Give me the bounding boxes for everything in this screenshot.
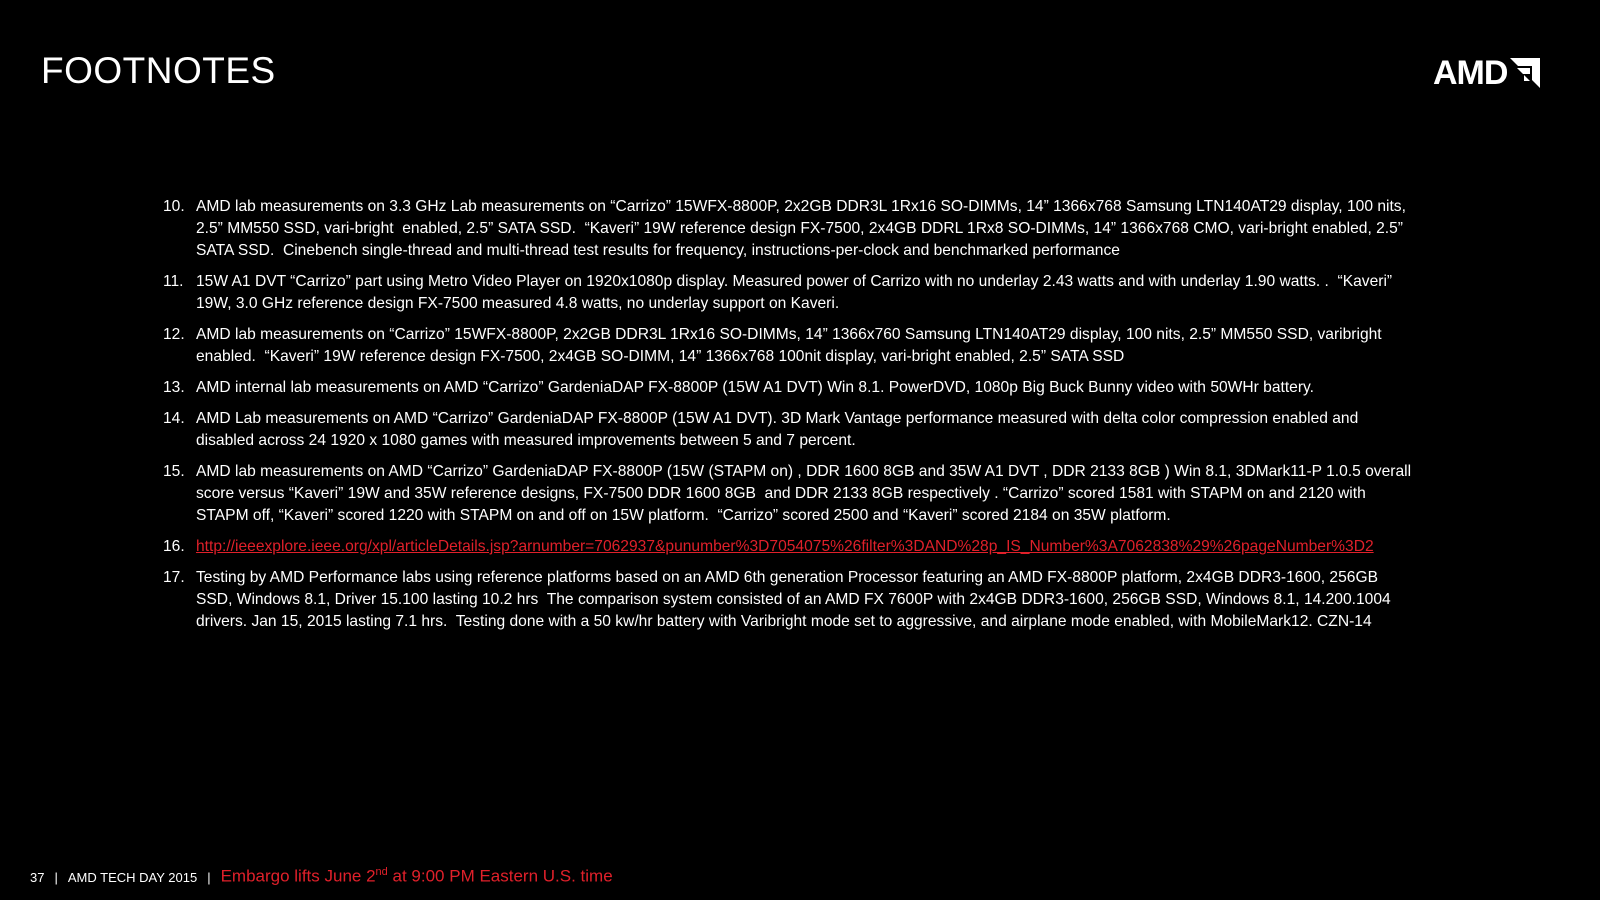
footnote-text: AMD lab measurements on AMD “Carrizo” GardeniaDAP FX-8800P (15W (STAPM on) , DDR 1600 8GB and 35W A1 DVT , DDR 2133 8GB ) Win 8.1, 3DMark11-P 1.0.5 overall score versus “Kaveri” 19W and 35W reference designs, FX-7500 DDR 1600 8GB and DDR 2133 8GB respectively . “Carrizo” scored 1581 with STAPM on and 2120 with STAPM off, “Kaveri” scored 1220 with STAPM on and off on 15W platform. “Carrizo” scored 2500 and “Kaveri” scored 2184 on 35W platform. <box>196 463 1416 524</box>
footnote-number: 13. <box>163 379 185 396</box>
footer-separator: | <box>207 869 211 885</box>
amd-arrow-icon <box>1510 58 1540 88</box>
footnote-item <box>163 377 1413 399</box>
footnote-number: 16. <box>163 538 185 555</box>
footnote-text: AMD lab measurements on “Carrizo” 15WFX-8800P, 2x2GB DDR3L 1Rx16 SO-DIMMs, 14” 1366x760 Samsung LTN140AT29 display, 100 nits, 2.5” MM550 SSD, varibright enabled. “Kaveri” 19W reference design FX-7500, 2x4GB SO-DIMM, 14” 1366x768 100nit display, vari-bright enabled, 2.5” SATA SSD <box>196 326 1386 365</box>
footnotes-list <box>163 196 1416 642</box>
ieee-reference-link[interactable]: http://ieeexplore.ieee.org/xpl/articleDetails.jsp?arnumber=7062937&punumber%3D7054075%26filter%3DAND%28p_IS_Number%3A7062838%29%26pageNumber%3D2 <box>196 538 1374 555</box>
amd-logo <box>1433 56 1540 90</box>
footnote-item <box>163 408 1413 452</box>
footnote-item <box>163 536 1413 558</box>
event-name: AMD TECH DAY 2015 <box>67 869 198 885</box>
footnote-text: Testing by AMD Performance labs using reference platforms based on an AMD 6th generation Processor featuring an AMD FX-8800P platform, 2x4GB DDR3-1600, 256GB SSD, Windows 8.1, Driver 15.100 lasting 10.2 hrs The comparison system consisted of an AMD FX 7600P with 2x4GB DDR3-1600, 256GB SSD, Windows 8.1, 14.200.1004 drivers. Jan 15, 2015 lasting 7.1 hrs. Testing done with a 50 kw/hr battery with Varibright mode set to aggressive, and airplane mode enabled, with MobileMark12. CZN-14 <box>196 569 1396 630</box>
footnote-number: 10. <box>163 198 185 215</box>
footnote-text: 15W A1 DVT “Carrizo” part using Metro Video Player on 1920x1080p display. Measured power of Carrizo with no underlay 2.43 watts and with underlay 1.90 watts. . “Kaveri” 19W, 3.0 GHz reference design FX-7500 measured 4.8 watts, no underlay support on Kaveri. <box>196 273 1397 312</box>
footnote-number: 14. <box>163 410 185 427</box>
footnote-text: AMD lab measurements on 3.3 GHz Lab measurements on “Carrizo” 15WFX-8800P, 2x2GB DDR3L 1Rx16 SO-DIMMs, 14” 1366x768 Samsung LTN140AT29 display, 100 nits, 2.5” MM550 SSD, vari-bright enabled, 2.5” SATA SSD. “Kaveri” 19W reference design FX-7500, 2x4GB DDRL 1Rx8 SO-DIMMs, 14” 1366x768 CMO, vari-bright enabled, 2.5” SATA SSD. Cinebench single-thread and multi-thread test results for frequency, instructions-per-clock and benchmarked performance <box>196 198 1411 259</box>
footnote-number: 12. <box>163 326 185 343</box>
footnote-item <box>163 567 1413 633</box>
slide-footer <box>30 866 613 887</box>
page-number: 37 <box>30 869 45 885</box>
footnote-item <box>163 196 1413 262</box>
embargo-notice <box>221 866 613 887</box>
footer-separator: | <box>54 869 58 885</box>
embargo-prefix: Embargo lifts June 2 <box>220 866 376 886</box>
amd-logo-text: AMD <box>1433 54 1508 92</box>
footnote-item <box>163 271 1413 315</box>
footnote-item <box>163 324 1413 368</box>
embargo-suffix: at 9:00 PM Eastern U.S. time <box>387 866 613 886</box>
footnote-item <box>163 461 1416 527</box>
footnote-number: 11. <box>163 273 184 290</box>
footnote-text: AMD Lab measurements on AMD “Carrizo” GardeniaDAP FX-8800P (15W A1 DVT). 3D Mark Vantage performance measured with delta color compression enabled and disabled across 24 1920 x 1080 games with measured improvements between 5 and 7 percent. <box>196 410 1363 449</box>
footnote-number: 17. <box>163 569 185 586</box>
embargo-superscript: nd <box>375 866 388 878</box>
footnote-text: AMD internal lab measurements on AMD “Carrizo” GardeniaDAP FX-8800P (15W A1 DVT) Win 8.1. PowerDVD, 1080p Big Buck Bunny video with 50WHr battery. <box>196 379 1315 396</box>
slide-title: FOOTNOTES <box>41 50 276 91</box>
footnote-number: 15. <box>163 463 185 480</box>
